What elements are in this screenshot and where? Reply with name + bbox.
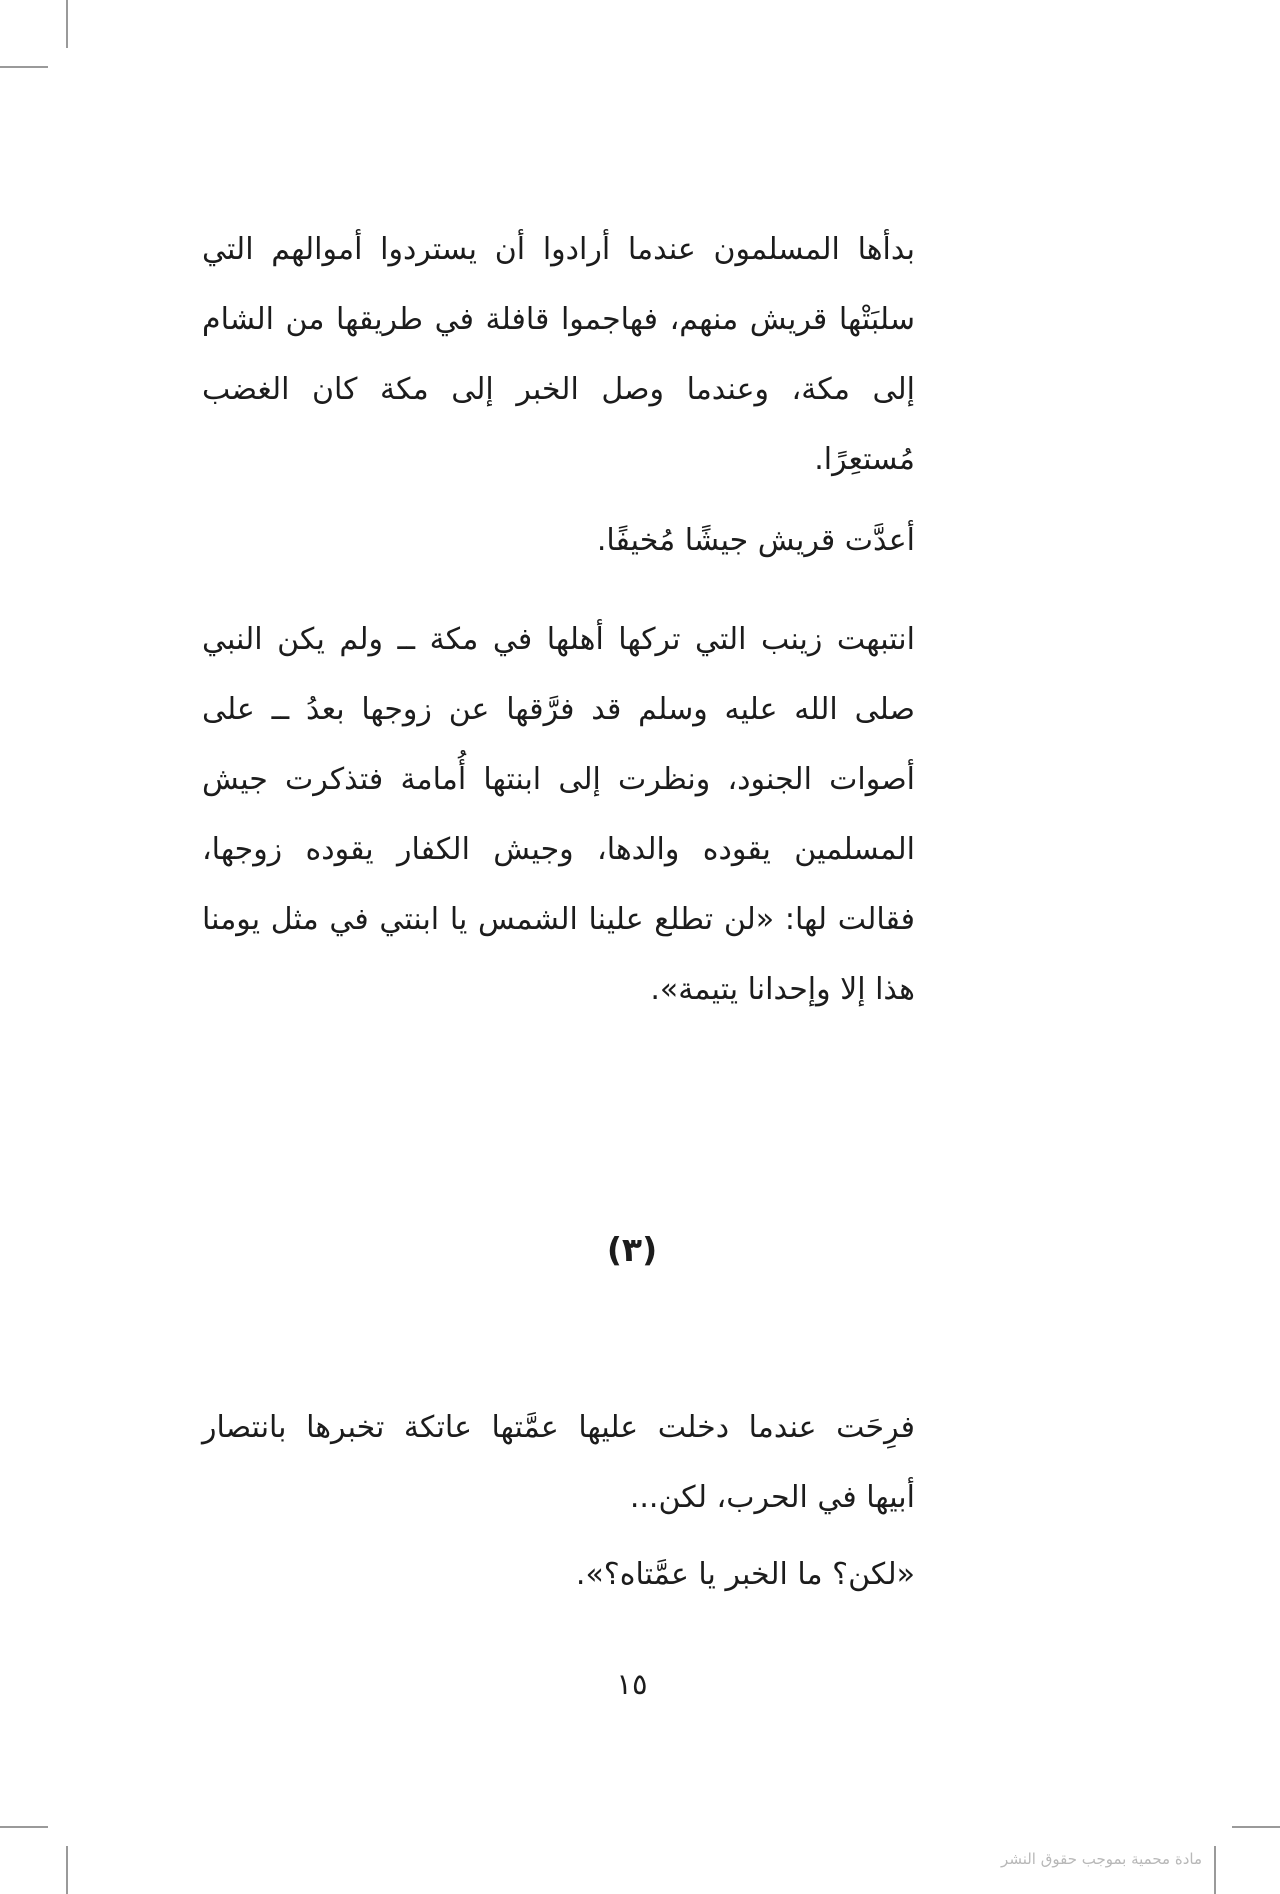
paragraph-2 bbox=[202, 506, 915, 576]
crop-mark-bottom-right-vertical bbox=[1214, 1846, 1216, 1894]
text-line: مُستعِرًا. bbox=[814, 442, 915, 477]
text-line: فقالت لها: «لن تطلع علينا الشمس يا ابنتي في مثل يومنا bbox=[202, 902, 915, 937]
text-line: صلى الله عليه وسلم قد فرَّقها عن زوجها بعدُ ــ على bbox=[202, 692, 915, 727]
text-line: بدأها المسلمون عندما أرادوا أن يستردوا أموالهم التي bbox=[202, 232, 915, 267]
text-line: انتبهت زينب التي تركها أهلها في مكة ــ ولم يكن النبي bbox=[202, 622, 915, 657]
crop-mark-top-left-horizontal bbox=[0, 66, 48, 68]
page-number: ١٥ bbox=[616, 1667, 648, 1701]
text-line: «لكن؟ ما الخبر يا عمَّتاه؟». bbox=[575, 1557, 915, 1592]
text-line: أبيها في الحرب، لكن... bbox=[629, 1480, 915, 1515]
text-line: سلبَتْها قريش منهم، فهاجموا قافلة في طريقها من الشام bbox=[202, 302, 915, 337]
paragraph-4 bbox=[202, 1393, 915, 1533]
paragraph-5 bbox=[202, 1540, 915, 1610]
copyright-watermark: مادة محمية بموجب حقوق النشر bbox=[1001, 1850, 1202, 1868]
paragraph-1 bbox=[202, 215, 915, 495]
crop-mark-bottom-right-horizontal bbox=[1232, 1826, 1280, 1828]
text-line: هذا إلا وإحدانا يتيمة». bbox=[650, 972, 915, 1007]
section-number-heading: (٣) bbox=[606, 1230, 658, 1269]
text-line: فرِحَت عندما دخلت عليها عمَّتها عاتكة تخبرها بانتصار bbox=[202, 1410, 915, 1445]
crop-mark-bottom-left-vertical bbox=[66, 1846, 68, 1894]
paragraph-3 bbox=[202, 605, 915, 1025]
crop-mark-bottom-left-horizontal bbox=[0, 1826, 48, 1828]
text-line: إلى مكة، وعندما وصل الخبر إلى مكة كان الغضب bbox=[202, 372, 915, 407]
crop-mark-top-left-vertical bbox=[66, 0, 68, 48]
text-line: أصوات الجنود، ونظرت إلى ابنتها أُمامة فتذكرت جيش bbox=[202, 762, 915, 797]
text-line: المسلمين يقوده والدها، وجيش الكفار يقوده زوجها، bbox=[202, 832, 915, 867]
text-line: أعدَّت قريش جيشًا مُخيفًا. bbox=[596, 523, 915, 558]
